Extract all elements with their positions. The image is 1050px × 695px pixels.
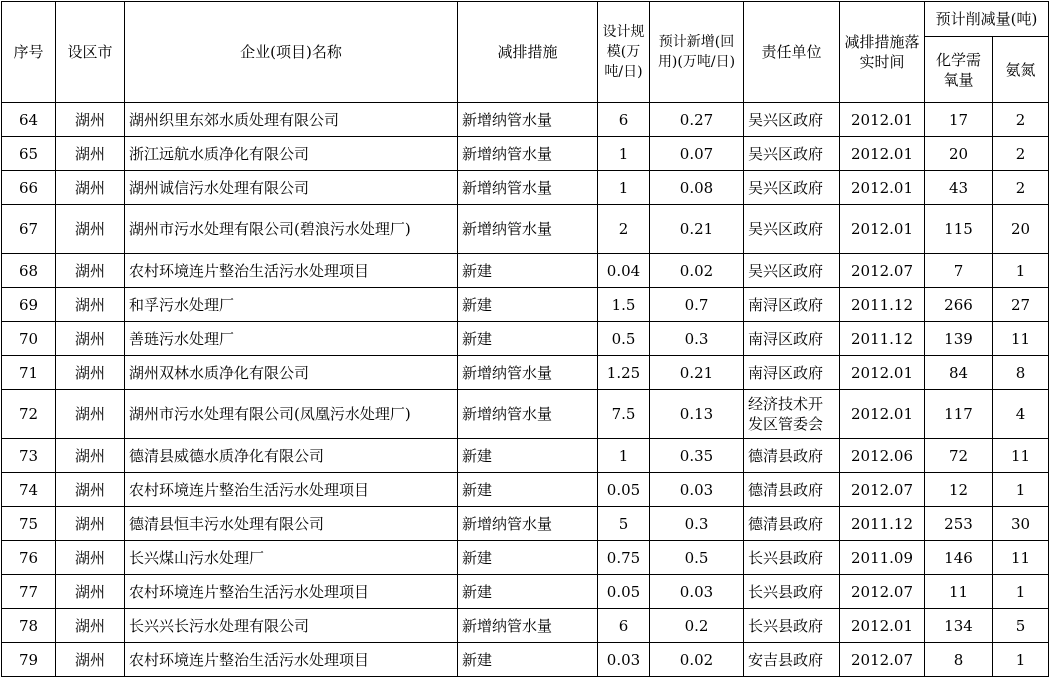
cell-seq: 79 <box>2 643 56 677</box>
header-implementation-time: 减排措施落实时间 <box>840 2 925 103</box>
cell-new-reuse: 0.07 <box>650 137 744 171</box>
cell-design-scale: 6 <box>598 609 650 643</box>
cell-city: 湖州 <box>56 473 125 507</box>
cell-measure: 新增纳管水量 <box>458 205 598 254</box>
cell-design-scale: 0.05 <box>598 575 650 609</box>
cell-implementation-time: 2012.01 <box>840 356 925 390</box>
header-reduction-group: 预计削减量(吨) <box>925 2 1049 37</box>
cell-measure: 新增纳管水量 <box>458 137 598 171</box>
cell-design-scale: 1 <box>598 137 650 171</box>
cell-ammonia-nitrogen: 11 <box>993 439 1049 473</box>
table-row <box>2 205 1049 254</box>
cell-measure: 新建 <box>458 288 598 322</box>
cell-ammonia-nitrogen: 1 <box>993 575 1049 609</box>
cell-new-reuse: 0.03 <box>650 473 744 507</box>
cell-responsible-unit: 德清县政府 <box>744 473 840 507</box>
cell-cod: 7 <box>925 254 993 288</box>
cell-responsible-unit: 吴兴区政府 <box>744 254 840 288</box>
table-row <box>2 643 1049 677</box>
cell-city: 湖州 <box>56 171 125 205</box>
table-row <box>2 322 1049 356</box>
cell-new-reuse: 0.3 <box>650 507 744 541</box>
cell-design-scale: 1 <box>598 171 650 205</box>
cell-design-scale: 1.25 <box>598 356 650 390</box>
cell-seq: 66 <box>2 171 56 205</box>
cell-implementation-time: 2012.07 <box>840 643 925 677</box>
cell-measure: 新增纳管水量 <box>458 609 598 643</box>
cell-seq: 65 <box>2 137 56 171</box>
cell-seq: 64 <box>2 103 56 137</box>
cell-cod: 266 <box>925 288 993 322</box>
cell-city: 湖州 <box>56 541 125 575</box>
header-seq: 序号 <box>2 2 56 103</box>
cell-implementation-time: 2012.01 <box>840 137 925 171</box>
cell-cod: 20 <box>925 137 993 171</box>
cell-ammonia-nitrogen: 1 <box>993 254 1049 288</box>
header-name: 企业(项目)名称 <box>125 2 458 103</box>
cell-cod: 84 <box>925 356 993 390</box>
cell-name: 湖州双林水质净化有限公司 <box>125 356 458 390</box>
cell-implementation-time: 2011.12 <box>840 288 925 322</box>
cell-responsible-unit: 德清县政府 <box>744 507 840 541</box>
cell-cod: 12 <box>925 473 993 507</box>
header-city: 设区市 <box>56 2 125 103</box>
table-row <box>2 390 1049 439</box>
cell-responsible-unit: 南浔区政府 <box>744 288 840 322</box>
cell-seq: 74 <box>2 473 56 507</box>
cell-measure: 新建 <box>458 473 598 507</box>
cell-design-scale: 0.05 <box>598 473 650 507</box>
cell-design-scale: 7.5 <box>598 390 650 439</box>
cell-city: 湖州 <box>56 254 125 288</box>
cell-measure: 新建 <box>458 643 598 677</box>
cell-responsible-unit: 长兴县政府 <box>744 541 840 575</box>
cell-city: 湖州 <box>56 390 125 439</box>
cell-ammonia-nitrogen: 5 <box>993 609 1049 643</box>
cell-city: 湖州 <box>56 439 125 473</box>
cell-ammonia-nitrogen: 11 <box>993 541 1049 575</box>
cell-responsible-unit: 长兴县政府 <box>744 609 840 643</box>
table-row <box>2 439 1049 473</box>
cell-responsible-unit: 德清县政府 <box>744 439 840 473</box>
cell-implementation-time: 2012.01 <box>840 205 925 254</box>
cell-ammonia-nitrogen: 11 <box>993 322 1049 356</box>
cell-seq: 75 <box>2 507 56 541</box>
cell-measure: 新增纳管水量 <box>458 356 598 390</box>
cell-cod: 8 <box>925 643 993 677</box>
cell-responsible-unit: 吴兴区政府 <box>744 137 840 171</box>
cell-seq: 69 <box>2 288 56 322</box>
cell-name: 湖州市污水处理有限公司(碧浪污水处理厂) <box>125 205 458 254</box>
cell-city: 湖州 <box>56 103 125 137</box>
header-new-reuse: 预计新增(回用)(万吨/日) <box>650 2 744 103</box>
cell-name: 长兴煤山污水处理厂 <box>125 541 458 575</box>
cell-implementation-time: 2012.01 <box>840 609 925 643</box>
cell-ammonia-nitrogen: 8 <box>993 356 1049 390</box>
cell-responsible-unit: 安吉县政府 <box>744 643 840 677</box>
cell-ammonia-nitrogen: 2 <box>993 103 1049 137</box>
table-row <box>2 473 1049 507</box>
cell-ammonia-nitrogen: 30 <box>993 507 1049 541</box>
cell-implementation-time: 2012.01 <box>840 103 925 137</box>
table-row <box>2 575 1049 609</box>
cell-name: 湖州市污水处理有限公司(凤凰污水处理厂) <box>125 390 458 439</box>
table-row <box>2 103 1049 137</box>
cell-responsible-unit: 长兴县政府 <box>744 575 840 609</box>
cell-name: 长兴兴长污水处理有限公司 <box>125 609 458 643</box>
cell-responsible-unit: 南浔区政府 <box>744 356 840 390</box>
cell-implementation-time: 2012.01 <box>840 171 925 205</box>
cell-new-reuse: 0.21 <box>650 356 744 390</box>
cell-name: 农村环境连片整治生活污水处理项目 <box>125 575 458 609</box>
cell-ammonia-nitrogen: 2 <box>993 137 1049 171</box>
cell-design-scale: 1 <box>598 439 650 473</box>
cell-name: 农村环境连片整治生活污水处理项目 <box>125 473 458 507</box>
cell-city: 湖州 <box>56 609 125 643</box>
table-row <box>2 507 1049 541</box>
cell-city: 湖州 <box>56 322 125 356</box>
cell-city: 湖州 <box>56 137 125 171</box>
cell-city: 湖州 <box>56 288 125 322</box>
cell-seq: 73 <box>2 439 56 473</box>
cell-new-reuse: 0.27 <box>650 103 744 137</box>
cell-responsible-unit: 经济技术开发区管委会 <box>744 390 840 439</box>
cell-implementation-time: 2011.09 <box>840 541 925 575</box>
cell-new-reuse: 0.7 <box>650 288 744 322</box>
cell-cod: 43 <box>925 171 993 205</box>
cell-design-scale: 5 <box>598 507 650 541</box>
cell-name: 德清县威德水质净化有限公司 <box>125 439 458 473</box>
header-measure: 减排措施 <box>458 2 598 103</box>
table-row <box>2 254 1049 288</box>
cell-ammonia-nitrogen: 4 <box>993 390 1049 439</box>
cell-implementation-time: 2011.12 <box>840 322 925 356</box>
cell-responsible-unit: 南浔区政府 <box>744 322 840 356</box>
cell-new-reuse: 0.02 <box>650 254 744 288</box>
cell-city: 湖州 <box>56 643 125 677</box>
table-row <box>2 288 1049 322</box>
cell-new-reuse: 0.2 <box>650 609 744 643</box>
cell-name: 善琏污水处理厂 <box>125 322 458 356</box>
cell-design-scale: 0.5 <box>598 322 650 356</box>
cell-new-reuse: 0.3 <box>650 322 744 356</box>
cell-seq: 67 <box>2 205 56 254</box>
cell-name: 德清县恒丰污水处理有限公司 <box>125 507 458 541</box>
cell-city: 湖州 <box>56 356 125 390</box>
cell-measure: 新建 <box>458 575 598 609</box>
cell-new-reuse: 0.03 <box>650 575 744 609</box>
cell-cod: 72 <box>925 439 993 473</box>
cell-cod: 139 <box>925 322 993 356</box>
cell-name: 湖州诚信污水处理有限公司 <box>125 171 458 205</box>
header-design-scale: 设计规模(万吨/日) <box>598 2 650 103</box>
cell-cod: 17 <box>925 103 993 137</box>
cell-implementation-time: 2012.06 <box>840 439 925 473</box>
table-row <box>2 137 1049 171</box>
cell-implementation-time: 2011.12 <box>840 507 925 541</box>
cell-measure: 新建 <box>458 254 598 288</box>
cell-implementation-time: 2012.07 <box>840 254 925 288</box>
cell-new-reuse: 0.08 <box>650 171 744 205</box>
cell-design-scale: 0.75 <box>598 541 650 575</box>
cell-design-scale: 6 <box>598 103 650 137</box>
cell-seq: 76 <box>2 541 56 575</box>
cell-seq: 70 <box>2 322 56 356</box>
cell-ammonia-nitrogen: 1 <box>993 473 1049 507</box>
cell-ammonia-nitrogen: 2 <box>993 171 1049 205</box>
table-row <box>2 171 1049 205</box>
cell-implementation-time: 2012.07 <box>840 473 925 507</box>
cell-measure: 新建 <box>458 541 598 575</box>
cell-responsible-unit: 吴兴区政府 <box>744 171 840 205</box>
cell-cod: 134 <box>925 609 993 643</box>
cell-design-scale: 0.04 <box>598 254 650 288</box>
cell-seq: 71 <box>2 356 56 390</box>
cell-city: 湖州 <box>56 507 125 541</box>
cell-name: 农村环境连片整治生活污水处理项目 <box>125 254 458 288</box>
cell-new-reuse: 0.02 <box>650 643 744 677</box>
cell-design-scale: 2 <box>598 205 650 254</box>
cell-name: 浙江远航水质净化有限公司 <box>125 137 458 171</box>
cell-new-reuse: 0.13 <box>650 390 744 439</box>
table-row <box>2 541 1049 575</box>
emission-reduction-table <box>1 1 1049 677</box>
cell-implementation-time: 2012.07 <box>840 575 925 609</box>
header-responsible-unit: 责任单位 <box>744 2 840 103</box>
cell-cod: 253 <box>925 507 993 541</box>
cell-measure: 新建 <box>458 439 598 473</box>
cell-new-reuse: 0.35 <box>650 439 744 473</box>
cell-measure: 新增纳管水量 <box>458 507 598 541</box>
cell-cod: 117 <box>925 390 993 439</box>
cell-city: 湖州 <box>56 575 125 609</box>
cell-ammonia-nitrogen: 20 <box>993 205 1049 254</box>
cell-name: 农村环境连片整治生活污水处理项目 <box>125 643 458 677</box>
cell-new-reuse: 0.5 <box>650 541 744 575</box>
cell-design-scale: 1.5 <box>598 288 650 322</box>
table-body <box>2 103 1049 677</box>
cell-seq: 78 <box>2 609 56 643</box>
cell-cod: 115 <box>925 205 993 254</box>
cell-new-reuse: 0.21 <box>650 205 744 254</box>
cell-implementation-time: 2012.01 <box>840 390 925 439</box>
cell-cod: 11 <box>925 575 993 609</box>
cell-ammonia-nitrogen: 1 <box>993 643 1049 677</box>
cell-measure: 新建 <box>458 322 598 356</box>
cell-cod: 146 <box>925 541 993 575</box>
header-cod: 化学需氧量 <box>925 37 993 103</box>
cell-ammonia-nitrogen: 27 <box>993 288 1049 322</box>
cell-measure: 新增纳管水量 <box>458 390 598 439</box>
cell-responsible-unit: 吴兴区政府 <box>744 103 840 137</box>
cell-name: 湖州织里东郊水质处理有限公司 <box>125 103 458 137</box>
cell-responsible-unit: 吴兴区政府 <box>744 205 840 254</box>
header-ammonia-nitrogen: 氨氮 <box>993 37 1049 103</box>
cell-seq: 77 <box>2 575 56 609</box>
cell-name: 和孚污水处理厂 <box>125 288 458 322</box>
cell-city: 湖州 <box>56 205 125 254</box>
cell-measure: 新增纳管水量 <box>458 103 598 137</box>
cell-seq: 68 <box>2 254 56 288</box>
table-row <box>2 356 1049 390</box>
cell-design-scale: 0.03 <box>598 643 650 677</box>
table-row <box>2 609 1049 643</box>
cell-seq: 72 <box>2 390 56 439</box>
cell-measure: 新增纳管水量 <box>458 171 598 205</box>
